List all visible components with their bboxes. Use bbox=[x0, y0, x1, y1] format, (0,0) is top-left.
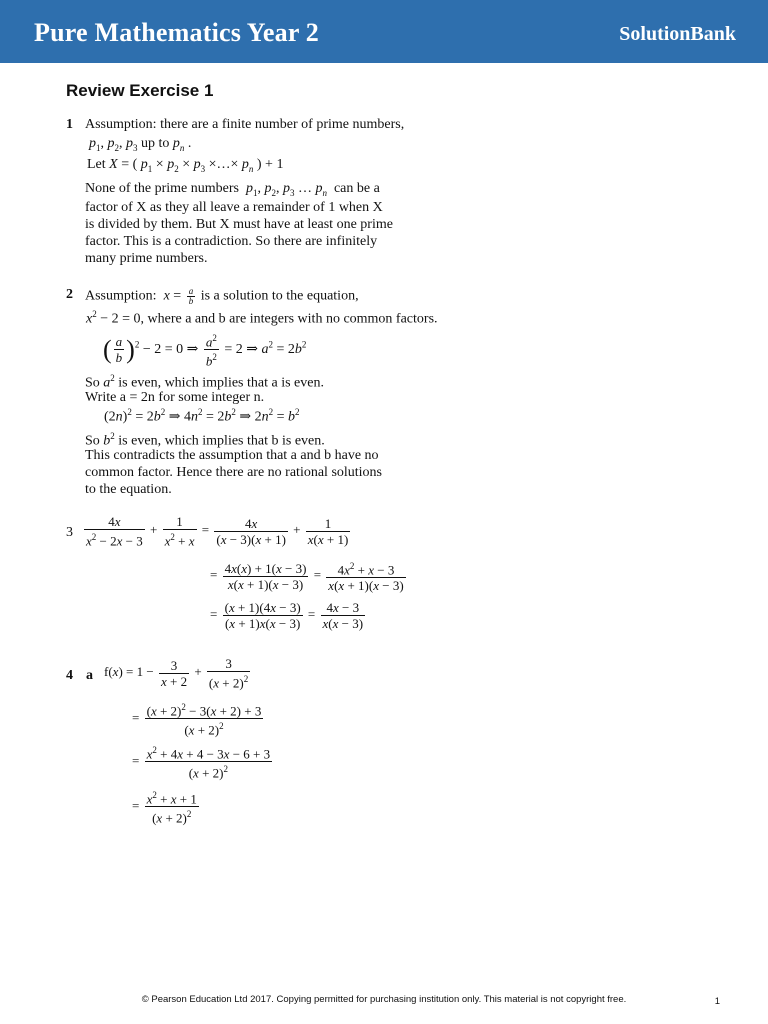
q3-equation-1: $\frac{4x}{x^2 - 2x - 3}$ + $\frac{1}{x^2 + x}$ = $\frac{4x}{(x - 3)(x + 1)}$ + $\frac{1}{x(x + 1)}$ bbox=[86, 514, 349, 549]
question-number: 2 bbox=[66, 287, 73, 302]
header-title: Pure Mathematics Year 2 bbox=[34, 18, 319, 47]
q1-line-3: Let X = ( $p_1 \times p_2 \times p_3$ ×…× $p_n$ ) + 1 bbox=[87, 157, 284, 174]
question-number: 3 bbox=[66, 525, 73, 540]
q2-line-3: ( $\frac{a}{b}$ )$^2$ − 2 = 0 ⇒ $\frac{a^2}{b^2}$ = 2 ⇒ $a^2 = 2b^2$ bbox=[103, 333, 307, 369]
q2-line-7: So $b^2$ is even, which implies that b is even. bbox=[85, 431, 325, 449]
q2-line-2: $x^2 - 2 = 0$, where a and b are integers with no common factors. bbox=[86, 309, 438, 327]
q2-line-5: Write a = 2n for some integer n. bbox=[85, 390, 265, 405]
q2-line-4: So $a^2$ is even, which implies that a is even. bbox=[85, 373, 324, 391]
page-number: 1 bbox=[714, 996, 720, 1007]
q2-line-10: to the equation. bbox=[85, 482, 172, 497]
q3-equation-2: = $\frac{4x(x) + 1(x - 3)}{x(x + 1)(x - 3)}$ = $\frac{4x^2 + x - 3}{x(x + 1)(x - 3)}$ bbox=[210, 560, 404, 594]
q4-equation-2: = $\frac{(x + 2)^2 - 3(x + 2) + 3}{(x + 2)^2}$ bbox=[132, 702, 262, 738]
q2-line-1: Assumption: x = $\frac{a}{b}$ is a solution to the equation, bbox=[85, 286, 359, 306]
q4-equation-1: f(x) = 1 − $\frac{3}{x + 2}$ + $\frac{3}{(x + 2)^2}$ bbox=[104, 656, 249, 691]
q4-equation-3: = $\frac{x^2 + 4x + 4 - 3x - 6 + 3}{(x + 2)^2}$ bbox=[132, 745, 271, 781]
q1-line-6: is divided by them. But X must have at least one prime bbox=[85, 217, 393, 232]
question-part: a bbox=[86, 668, 93, 683]
q2-line-8: This contradicts the assumption that a and b have no bbox=[85, 448, 379, 463]
q1-line-8: many prime numbers. bbox=[85, 251, 208, 266]
q4-equation-4: = $\frac{x^2 + x + 1}{(x + 2)^2}$ bbox=[132, 790, 197, 826]
q3-equation-3: = $\frac{(x + 1)(4x - 3)}{(x + 1)x(x - 3)}$ = $\frac{4x - 3}{x(x - 3)}$ bbox=[210, 600, 364, 631]
q2-line-9: common factor. Hence there are no rational solutions bbox=[85, 465, 383, 480]
q1-line-1: Assumption: there are a finite number of prime numbers, bbox=[85, 117, 405, 132]
q1-line-4: None of the prime numbers $p_1$, $p_2$, $p_3$ … $p_n$ can be a bbox=[85, 181, 380, 198]
question-number: 1 bbox=[66, 117, 73, 132]
q1-line-5: factor of X as they all leave a remainder of 1 when X bbox=[85, 200, 383, 215]
q1-line-7: factor. This is a contradiction. So there are infinitely bbox=[85, 234, 378, 249]
question-number: 4 bbox=[66, 668, 73, 683]
section-title: Review Exercise 1 bbox=[66, 81, 214, 100]
q1-line-2: $p_1$, $p_2$, $p_3$ up to $p_n$ . bbox=[89, 136, 192, 153]
header-bar bbox=[0, 0, 768, 63]
footer-copyright: © Pearson Education Ltd 2017. Copying permitted for purchasing institution only. This material is not copyright free. bbox=[141, 994, 627, 1005]
header-brand: SolutionBank bbox=[619, 23, 736, 45]
q2-line-6: $(2n)^2 = 2b^2$ ⇒ $4n^2 = 2b^2$ ⇒ $2n^2 = b^2$ bbox=[104, 407, 300, 425]
